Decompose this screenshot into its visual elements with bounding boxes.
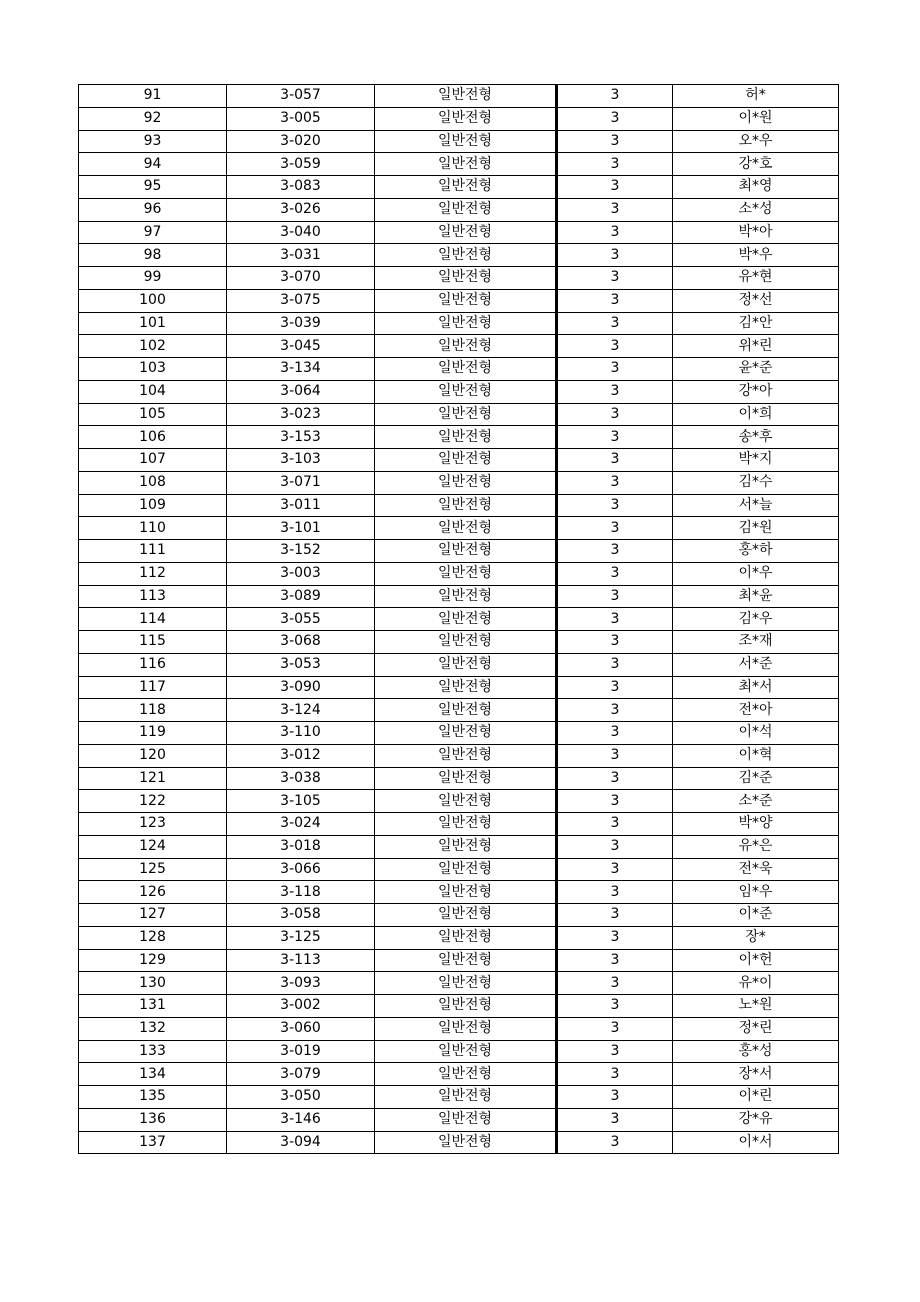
cell-grade: 3 (557, 426, 673, 449)
cell-name: 최*윤 (673, 585, 839, 608)
cell-number: 94 (79, 153, 227, 176)
cell-name: 이*우 (673, 562, 839, 585)
cell-grade: 3 (557, 358, 673, 381)
cell-grade: 3 (557, 858, 673, 881)
cell-admission-type: 일반전형 (375, 995, 557, 1018)
table-row (79, 1063, 839, 1086)
cell-number: 128 (79, 926, 227, 949)
table-row (79, 403, 839, 426)
cell-exam-id: 3-101 (227, 517, 375, 540)
cell-grade: 3 (557, 198, 673, 221)
cell-name: 정*선 (673, 289, 839, 312)
cell-grade: 3 (557, 926, 673, 949)
cell-admission-type: 일반전형 (375, 813, 557, 836)
cell-name: 강*아 (673, 380, 839, 403)
cell-name: 이*석 (673, 722, 839, 745)
cell-number: 113 (79, 585, 227, 608)
cell-grade: 3 (557, 744, 673, 767)
cell-admission-type: 일반전형 (375, 904, 557, 927)
table-row (79, 835, 839, 858)
cell-grade: 3 (557, 585, 673, 608)
table-row (79, 926, 839, 949)
cell-grade: 3 (557, 995, 673, 1018)
table-row (79, 653, 839, 676)
cell-number: 111 (79, 540, 227, 563)
cell-grade: 3 (557, 1040, 673, 1063)
cell-name: 정*린 (673, 1017, 839, 1040)
cell-name: 이*희 (673, 403, 839, 426)
table-row (79, 540, 839, 563)
cell-number: 101 (79, 312, 227, 335)
table-row (79, 972, 839, 995)
cell-number: 105 (79, 403, 227, 426)
table-row (79, 676, 839, 699)
cell-grade: 3 (557, 267, 673, 290)
cell-exam-id: 3-113 (227, 949, 375, 972)
table-row (79, 722, 839, 745)
table-row (79, 85, 839, 108)
cell-admission-type: 일반전형 (375, 1017, 557, 1040)
table-row (79, 107, 839, 130)
cell-number: 93 (79, 130, 227, 153)
cell-admission-type: 일반전형 (375, 403, 557, 426)
cell-grade: 3 (557, 517, 673, 540)
cell-grade: 3 (557, 85, 673, 108)
cell-admission-type: 일반전형 (375, 267, 557, 290)
roster-table-body (79, 85, 839, 1154)
cell-exam-id: 3-083 (227, 176, 375, 199)
cell-exam-id: 3-003 (227, 562, 375, 585)
table-row (79, 562, 839, 585)
cell-number: 117 (79, 676, 227, 699)
table-row (79, 471, 839, 494)
table-row (79, 312, 839, 335)
cell-grade: 3 (557, 449, 673, 472)
table-row (79, 949, 839, 972)
cell-grade: 3 (557, 1131, 673, 1154)
table-row (79, 176, 839, 199)
cell-grade: 3 (557, 1086, 673, 1109)
table-row (79, 904, 839, 927)
cell-name: 유*은 (673, 835, 839, 858)
cell-grade: 3 (557, 631, 673, 654)
cell-grade: 3 (557, 813, 673, 836)
table-row (79, 130, 839, 153)
cell-number: 100 (79, 289, 227, 312)
cell-exam-id: 3-024 (227, 813, 375, 836)
cell-exam-id: 3-070 (227, 267, 375, 290)
cell-admission-type: 일반전형 (375, 358, 557, 381)
cell-number: 110 (79, 517, 227, 540)
cell-admission-type: 일반전형 (375, 380, 557, 403)
cell-admission-type: 일반전형 (375, 790, 557, 813)
cell-grade: 3 (557, 403, 673, 426)
cell-admission-type: 일반전형 (375, 631, 557, 654)
cell-exam-id: 3-125 (227, 926, 375, 949)
cell-exam-id: 3-089 (227, 585, 375, 608)
cell-grade: 3 (557, 540, 673, 563)
table-row (79, 1017, 839, 1040)
cell-name: 이*혁 (673, 744, 839, 767)
cell-admission-type: 일반전형 (375, 449, 557, 472)
cell-name: 노*원 (673, 995, 839, 1018)
cell-exam-id: 3-011 (227, 494, 375, 517)
cell-exam-id: 3-020 (227, 130, 375, 153)
cell-name: 장*서 (673, 1063, 839, 1086)
cell-name: 장* (673, 926, 839, 949)
table-row (79, 267, 839, 290)
cell-grade: 3 (557, 494, 673, 517)
cell-admission-type: 일반전형 (375, 494, 557, 517)
cell-number: 119 (79, 722, 227, 745)
cell-grade: 3 (557, 1063, 673, 1086)
table-row (79, 767, 839, 790)
cell-name: 박*지 (673, 449, 839, 472)
cell-name: 유*이 (673, 972, 839, 995)
cell-exam-id: 3-058 (227, 904, 375, 927)
cell-admission-type: 일반전형 (375, 335, 557, 358)
cell-exam-id: 3-045 (227, 335, 375, 358)
cell-grade: 3 (557, 1017, 673, 1040)
cell-name: 이*헌 (673, 949, 839, 972)
cell-number: 98 (79, 244, 227, 267)
table-row (79, 744, 839, 767)
table-row (79, 335, 839, 358)
table-row (79, 699, 839, 722)
cell-number: 131 (79, 995, 227, 1018)
table-row (79, 358, 839, 381)
cell-number: 114 (79, 608, 227, 631)
cell-grade: 3 (557, 221, 673, 244)
cell-grade: 3 (557, 972, 673, 995)
cell-name: 위*린 (673, 335, 839, 358)
cell-exam-id: 3-038 (227, 767, 375, 790)
cell-admission-type: 일반전형 (375, 1063, 557, 1086)
cell-name: 이*린 (673, 1086, 839, 1109)
table-row (79, 631, 839, 654)
cell-grade: 3 (557, 244, 673, 267)
cell-name: 최*서 (673, 676, 839, 699)
cell-admission-type: 일반전형 (375, 244, 557, 267)
cell-exam-id: 3-002 (227, 995, 375, 1018)
cell-number: 121 (79, 767, 227, 790)
cell-name: 김*원 (673, 517, 839, 540)
table-row (79, 995, 839, 1018)
cell-admission-type: 일반전형 (375, 949, 557, 972)
cell-name: 서*늘 (673, 494, 839, 517)
cell-grade: 3 (557, 699, 673, 722)
table-row (79, 858, 839, 881)
table-row (79, 517, 839, 540)
cell-number: 135 (79, 1086, 227, 1109)
cell-name: 오*우 (673, 130, 839, 153)
cell-exam-id: 3-103 (227, 449, 375, 472)
cell-name: 홍*성 (673, 1040, 839, 1063)
cell-exam-id: 3-019 (227, 1040, 375, 1063)
cell-grade: 3 (557, 380, 673, 403)
cell-number: 133 (79, 1040, 227, 1063)
cell-number: 130 (79, 972, 227, 995)
cell-admission-type: 일반전형 (375, 881, 557, 904)
cell-number: 108 (79, 471, 227, 494)
cell-number: 91 (79, 85, 227, 108)
cell-admission-type: 일반전형 (375, 289, 557, 312)
table-row (79, 813, 839, 836)
table-row (79, 1086, 839, 1109)
cell-name: 이*준 (673, 904, 839, 927)
cell-name: 송*후 (673, 426, 839, 449)
cell-exam-id: 3-057 (227, 85, 375, 108)
cell-name: 박*아 (673, 221, 839, 244)
cell-name: 홍*하 (673, 540, 839, 563)
cell-admission-type: 일반전형 (375, 972, 557, 995)
cell-number: 127 (79, 904, 227, 927)
cell-name: 윤*준 (673, 358, 839, 381)
cell-exam-id: 3-031 (227, 244, 375, 267)
cell-grade: 3 (557, 608, 673, 631)
cell-exam-id: 3-055 (227, 608, 375, 631)
cell-exam-id: 3-059 (227, 153, 375, 176)
cell-exam-id: 3-066 (227, 858, 375, 881)
cell-admission-type: 일반전형 (375, 1086, 557, 1109)
table-row (79, 153, 839, 176)
cell-name: 김*안 (673, 312, 839, 335)
cell-number: 95 (79, 176, 227, 199)
cell-grade: 3 (557, 153, 673, 176)
cell-exam-id: 3-093 (227, 972, 375, 995)
roster-sheet (78, 84, 838, 1154)
cell-admission-type: 일반전형 (375, 130, 557, 153)
cell-name: 서*준 (673, 653, 839, 676)
cell-name: 이*서 (673, 1131, 839, 1154)
cell-grade: 3 (557, 881, 673, 904)
table-row (79, 380, 839, 403)
cell-exam-id: 3-071 (227, 471, 375, 494)
table-row (79, 244, 839, 267)
cell-admission-type: 일반전형 (375, 858, 557, 881)
cell-exam-id: 3-152 (227, 540, 375, 563)
cell-exam-id: 3-005 (227, 107, 375, 130)
cell-number: 102 (79, 335, 227, 358)
cell-number: 132 (79, 1017, 227, 1040)
cell-admission-type: 일반전형 (375, 835, 557, 858)
cell-grade: 3 (557, 904, 673, 927)
cell-admission-type: 일반전형 (375, 767, 557, 790)
table-row (79, 881, 839, 904)
cell-grade: 3 (557, 130, 673, 153)
cell-number: 106 (79, 426, 227, 449)
cell-grade: 3 (557, 653, 673, 676)
cell-name: 소*성 (673, 198, 839, 221)
table-row (79, 790, 839, 813)
cell-grade: 3 (557, 949, 673, 972)
cell-name: 김*수 (673, 471, 839, 494)
table-row (79, 1040, 839, 1063)
cell-name: 조*재 (673, 631, 839, 654)
cell-exam-id: 3-079 (227, 1063, 375, 1086)
cell-exam-id: 3-018 (227, 835, 375, 858)
cell-grade: 3 (557, 835, 673, 858)
cell-exam-id: 3-039 (227, 312, 375, 335)
cell-number: 99 (79, 267, 227, 290)
cell-number: 115 (79, 631, 227, 654)
cell-name: 전*아 (673, 699, 839, 722)
cell-name: 강*유 (673, 1108, 839, 1131)
cell-name: 이*원 (673, 107, 839, 130)
cell-admission-type: 일반전형 (375, 1040, 557, 1063)
cell-grade: 3 (557, 335, 673, 358)
table-row (79, 1108, 839, 1131)
cell-number: 136 (79, 1108, 227, 1131)
cell-admission-type: 일반전형 (375, 85, 557, 108)
cell-admission-type: 일반전형 (375, 312, 557, 335)
cell-number: 109 (79, 494, 227, 517)
table-row (79, 426, 839, 449)
cell-grade: 3 (557, 471, 673, 494)
cell-admission-type: 일반전형 (375, 107, 557, 130)
cell-exam-id: 3-094 (227, 1131, 375, 1154)
cell-number: 126 (79, 881, 227, 904)
cell-name: 최*영 (673, 176, 839, 199)
cell-number: 125 (79, 858, 227, 881)
cell-number: 92 (79, 107, 227, 130)
cell-exam-id: 3-124 (227, 699, 375, 722)
cell-admission-type: 일반전형 (375, 517, 557, 540)
cell-admission-type: 일반전형 (375, 653, 557, 676)
cell-exam-id: 3-040 (227, 221, 375, 244)
cell-grade: 3 (557, 790, 673, 813)
cell-number: 112 (79, 562, 227, 585)
cell-number: 96 (79, 198, 227, 221)
cell-exam-id: 3-105 (227, 790, 375, 813)
cell-name: 소*준 (673, 790, 839, 813)
cell-number: 116 (79, 653, 227, 676)
table-row (79, 289, 839, 312)
cell-name: 강*호 (673, 153, 839, 176)
cell-name: 허* (673, 85, 839, 108)
cell-admission-type: 일반전형 (375, 722, 557, 745)
cell-exam-id: 3-026 (227, 198, 375, 221)
cell-exam-id: 3-134 (227, 358, 375, 381)
cell-exam-id: 3-053 (227, 653, 375, 676)
cell-number: 122 (79, 790, 227, 813)
cell-grade: 3 (557, 562, 673, 585)
cell-exam-id: 3-153 (227, 426, 375, 449)
table-row (79, 198, 839, 221)
cell-admission-type: 일반전형 (375, 699, 557, 722)
table-row (79, 585, 839, 608)
cell-grade: 3 (557, 107, 673, 130)
cell-number: 118 (79, 699, 227, 722)
cell-exam-id: 3-060 (227, 1017, 375, 1040)
cell-admission-type: 일반전형 (375, 744, 557, 767)
cell-exam-id: 3-023 (227, 403, 375, 426)
table-row (79, 1131, 839, 1154)
cell-exam-id: 3-050 (227, 1086, 375, 1109)
cell-grade: 3 (557, 722, 673, 745)
cell-admission-type: 일반전형 (375, 608, 557, 631)
table-row (79, 449, 839, 472)
cell-number: 129 (79, 949, 227, 972)
cell-number: 107 (79, 449, 227, 472)
cell-grade: 3 (557, 289, 673, 312)
cell-number: 103 (79, 358, 227, 381)
roster-table (78, 84, 839, 1154)
cell-number: 97 (79, 221, 227, 244)
cell-admission-type: 일반전형 (375, 926, 557, 949)
table-row (79, 494, 839, 517)
table-row (79, 221, 839, 244)
cell-grade: 3 (557, 176, 673, 199)
cell-admission-type: 일반전형 (375, 153, 557, 176)
cell-number: 120 (79, 744, 227, 767)
cell-admission-type: 일반전형 (375, 198, 557, 221)
cell-grade: 3 (557, 312, 673, 335)
cell-exam-id: 3-068 (227, 631, 375, 654)
cell-grade: 3 (557, 676, 673, 699)
cell-exam-id: 3-118 (227, 881, 375, 904)
cell-exam-id: 3-090 (227, 676, 375, 699)
cell-admission-type: 일반전형 (375, 676, 557, 699)
cell-admission-type: 일반전형 (375, 1131, 557, 1154)
cell-name: 김*준 (673, 767, 839, 790)
cell-exam-id: 3-064 (227, 380, 375, 403)
cell-name: 유*현 (673, 267, 839, 290)
cell-name: 임*우 (673, 881, 839, 904)
cell-grade: 3 (557, 767, 673, 790)
cell-number: 123 (79, 813, 227, 836)
cell-name: 전*욱 (673, 858, 839, 881)
cell-admission-type: 일반전형 (375, 221, 557, 244)
cell-admission-type: 일반전형 (375, 585, 557, 608)
cell-admission-type: 일반전형 (375, 1108, 557, 1131)
cell-exam-id: 3-110 (227, 722, 375, 745)
cell-admission-type: 일반전형 (375, 471, 557, 494)
cell-name: 김*우 (673, 608, 839, 631)
cell-number: 134 (79, 1063, 227, 1086)
cell-name: 박*양 (673, 813, 839, 836)
cell-admission-type: 일반전형 (375, 540, 557, 563)
cell-number: 124 (79, 835, 227, 858)
cell-exam-id: 3-146 (227, 1108, 375, 1131)
cell-exam-id: 3-012 (227, 744, 375, 767)
cell-admission-type: 일반전형 (375, 176, 557, 199)
cell-grade: 3 (557, 1108, 673, 1131)
cell-number: 104 (79, 380, 227, 403)
cell-number: 137 (79, 1131, 227, 1154)
cell-name: 박*우 (673, 244, 839, 267)
cell-admission-type: 일반전형 (375, 562, 557, 585)
cell-exam-id: 3-075 (227, 289, 375, 312)
table-row (79, 608, 839, 631)
cell-admission-type: 일반전형 (375, 426, 557, 449)
